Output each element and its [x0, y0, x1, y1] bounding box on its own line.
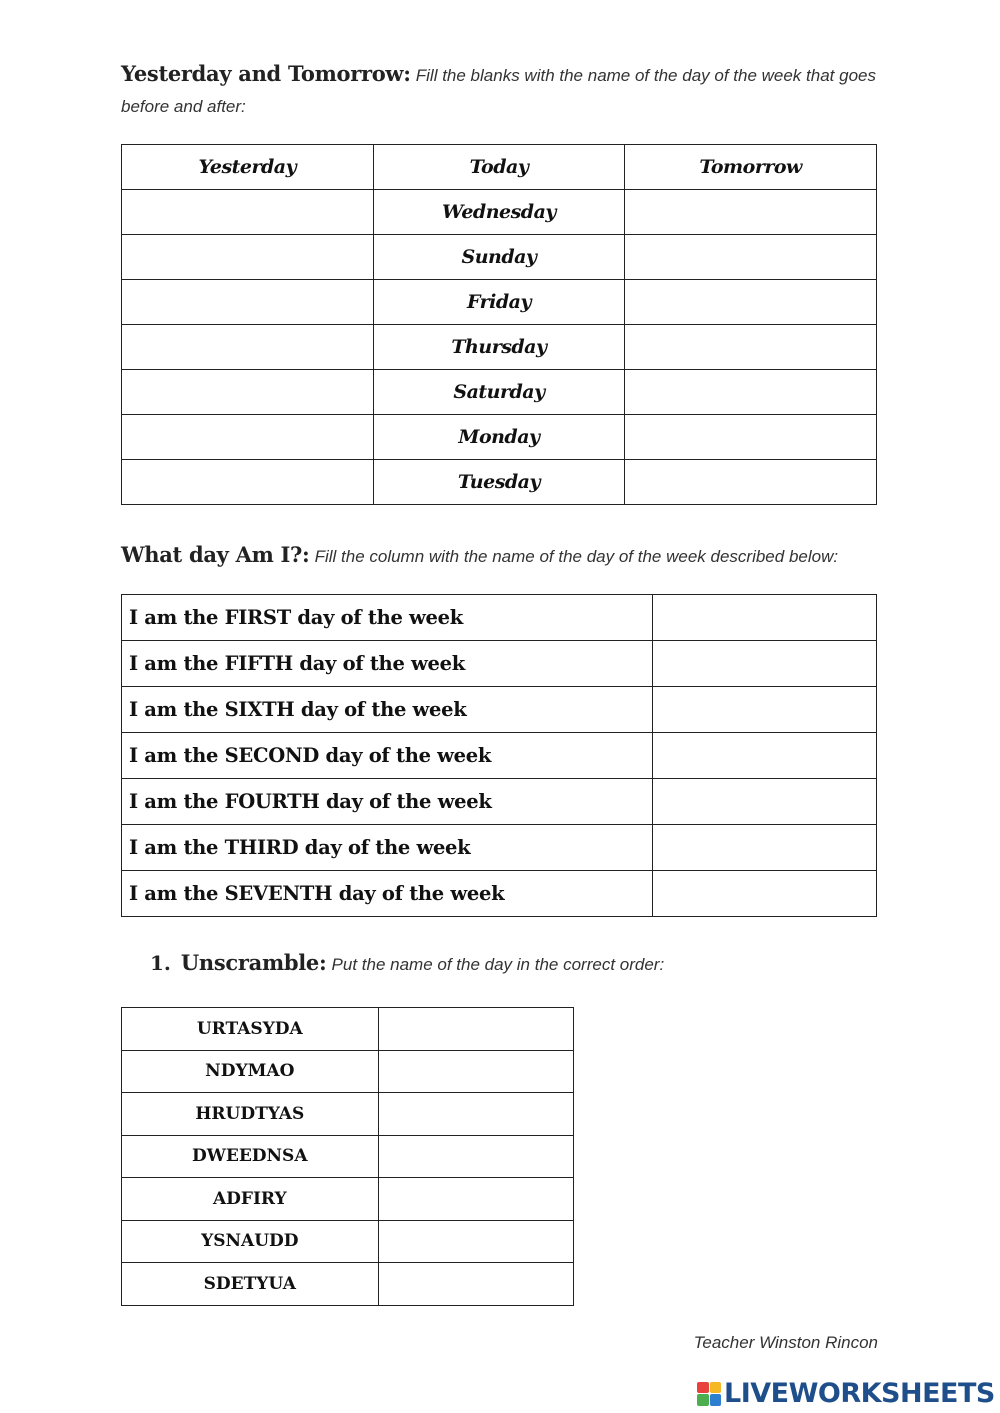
header-today: Today [373, 145, 625, 190]
header-tomorrow: Tomorrow [625, 145, 877, 190]
today-day-cell: Sunday [373, 235, 625, 280]
liveworksheets-logo-icon [697, 1382, 721, 1406]
table-row [122, 1178, 574, 1221]
table-row [122, 1093, 574, 1136]
today-day-cell: Tuesday [373, 460, 625, 505]
scrambled-word: SDETYUA [122, 1263, 379, 1306]
scrambled-word: URTASYDA [122, 1008, 379, 1051]
tomorrow-answer-cell[interactable] [625, 460, 877, 505]
today-day-cell: Saturday [373, 370, 625, 415]
table-row [122, 1135, 574, 1178]
logo-square [697, 1394, 709, 1406]
tomorrow-answer-cell[interactable] [625, 415, 877, 460]
day-answer-cell[interactable] [653, 871, 877, 917]
header-yesterday: Yesterday [122, 145, 374, 190]
section1-title: Yesterday and Tomorrow: [121, 61, 411, 86]
what-day-table [121, 594, 877, 917]
tomorrow-answer-cell[interactable] [625, 280, 877, 325]
unscramble-answer-cell[interactable] [378, 1135, 573, 1178]
section2-instruction: Fill the column with the name of the day of the week described below: [314, 547, 839, 566]
table-row [122, 871, 877, 917]
scrambled-word: ADFIRY [122, 1178, 379, 1221]
unscramble-table [121, 1007, 574, 1306]
table-row [122, 779, 877, 825]
table-row [122, 825, 877, 871]
today-day-cell: Friday [373, 280, 625, 325]
yesterday-answer-cell[interactable] [122, 460, 374, 505]
section1-heading [121, 58, 891, 122]
teacher-credit: Teacher Winston Rincon [693, 1333, 878, 1352]
section2-heading [121, 538, 901, 574]
day-answer-cell[interactable] [653, 825, 877, 871]
day-answer-cell[interactable] [653, 687, 877, 733]
section3-number: 1. [150, 951, 171, 975]
day-description: I am the SEVENTH day of the week [122, 871, 653, 917]
table-row [122, 687, 877, 733]
table-row [122, 415, 877, 460]
liveworksheets-brand[interactable] [697, 1378, 995, 1409]
scrambled-word: NDYMAO [122, 1050, 379, 1093]
table-row [122, 1050, 574, 1093]
section1-instruction: Fill the blanks with the name of the day of the week that goes before and after: [121, 66, 876, 116]
table-row [122, 190, 877, 235]
day-description: I am the SECOND day of the week [122, 733, 653, 779]
table-row [122, 460, 877, 505]
yesterday-answer-cell[interactable] [122, 370, 374, 415]
logo-square [697, 1382, 709, 1394]
tomorrow-answer-cell[interactable] [625, 190, 877, 235]
logo-square [710, 1382, 722, 1394]
day-answer-cell[interactable] [653, 733, 877, 779]
day-answer-cell[interactable] [653, 641, 877, 687]
section2-title: What day Am I?: [121, 542, 310, 567]
table-row [122, 1008, 574, 1051]
yesterday-answer-cell[interactable] [122, 415, 374, 460]
table-row [122, 370, 877, 415]
unscramble-answer-cell[interactable] [378, 1008, 573, 1051]
day-description: I am the FIFTH day of the week [122, 641, 653, 687]
section3-instruction: Put the name of the day in the correct order: [331, 955, 665, 974]
scrambled-word: DWEEDNSA [122, 1135, 379, 1178]
unscramble-answer-cell[interactable] [378, 1093, 573, 1136]
table-row [122, 733, 877, 779]
scrambled-word: HRUDTYAS [122, 1093, 379, 1136]
tomorrow-answer-cell[interactable] [625, 370, 877, 415]
tomorrow-answer-cell[interactable] [625, 325, 877, 370]
yesterday-tomorrow-table [121, 144, 877, 505]
yesterday-answer-cell[interactable] [122, 325, 374, 370]
day-description: I am the THIRD day of the week [122, 825, 653, 871]
brand-name: LIVEWORKSHEETS [724, 1378, 995, 1409]
unscramble-answer-cell[interactable] [378, 1220, 573, 1263]
today-day-cell: Thursday [373, 325, 625, 370]
unscramble-answer-cell[interactable] [378, 1050, 573, 1093]
section3-heading [150, 946, 664, 982]
table-row [122, 235, 877, 280]
table-row [122, 595, 877, 641]
tomorrow-answer-cell[interactable] [625, 235, 877, 280]
yesterday-answer-cell[interactable] [122, 235, 374, 280]
day-description: I am the FOURTH day of the week [122, 779, 653, 825]
table-header-row [122, 145, 877, 190]
unscramble-answer-cell[interactable] [378, 1263, 573, 1306]
unscramble-answer-cell[interactable] [378, 1178, 573, 1221]
day-description: I am the FIRST day of the week [122, 595, 653, 641]
table-row [122, 280, 877, 325]
table-row [122, 641, 877, 687]
yesterday-answer-cell[interactable] [122, 190, 374, 235]
day-answer-cell[interactable] [653, 595, 877, 641]
today-day-cell: Monday [373, 415, 625, 460]
section3-title: Unscramble: [180, 950, 327, 975]
yesterday-answer-cell[interactable] [122, 280, 374, 325]
logo-square [710, 1394, 722, 1406]
day-answer-cell[interactable] [653, 779, 877, 825]
table-row [122, 325, 877, 370]
table-row [122, 1263, 574, 1306]
table-row [122, 1220, 574, 1263]
today-day-cell: Wednesday [373, 190, 625, 235]
day-description: I am the SIXTH day of the week [122, 687, 653, 733]
scrambled-word: YSNAUDD [122, 1220, 379, 1263]
